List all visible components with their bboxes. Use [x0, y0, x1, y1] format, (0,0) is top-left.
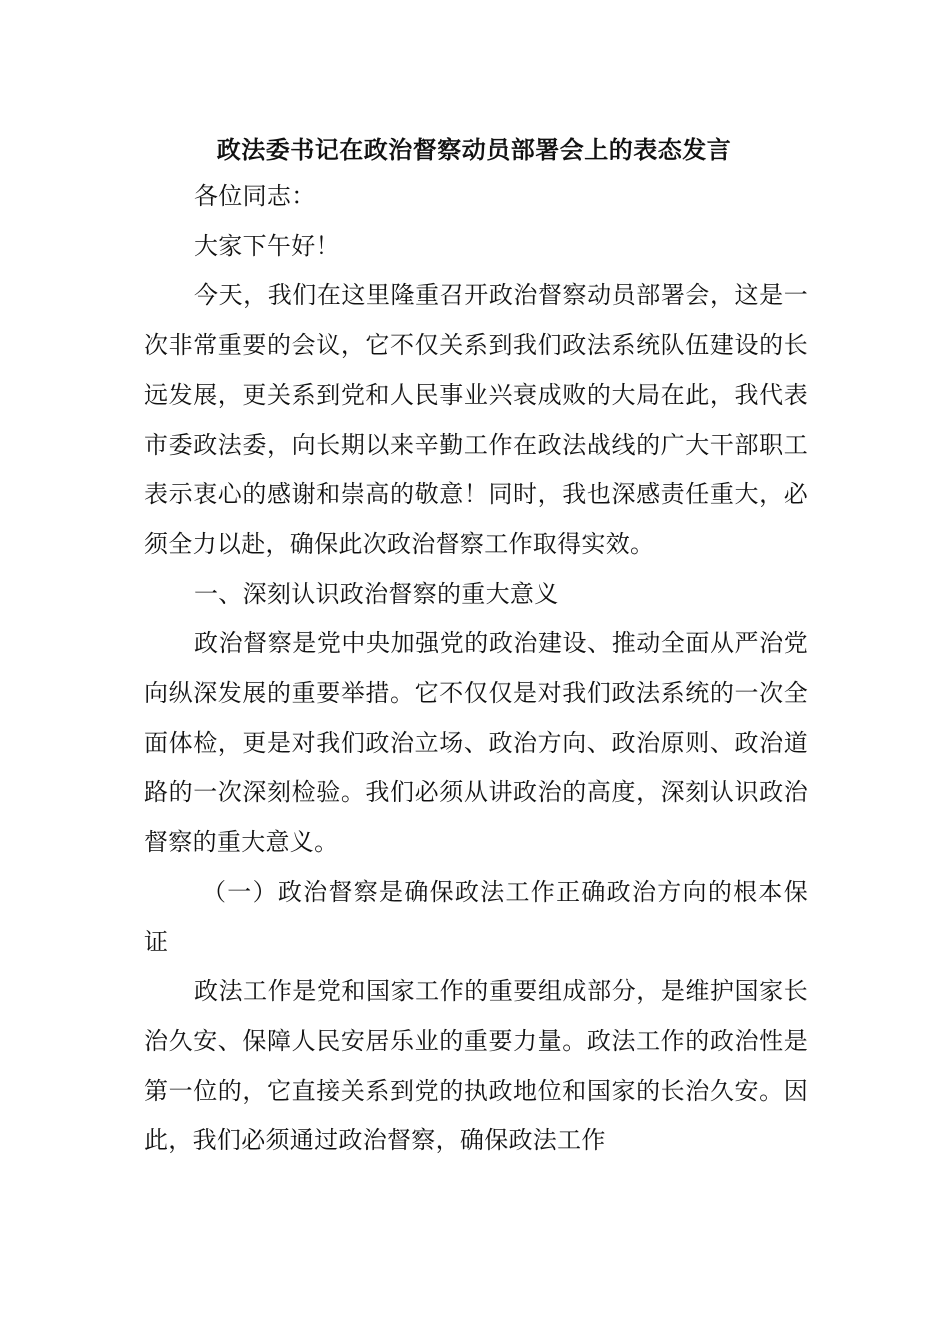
document-body: [144, 130, 808, 1166]
section-heading-1: 一、深刻认识政治督察的重大意义: [194, 579, 559, 608]
paragraph-political-nature: 政法工作是党和国家工作的重要组成部分，是维护国家长治久安、保障人民安居乐业的重要力量。政法工作的政治性是第一位的，它直接关系到党的执政地位和国家的长治久安。因此，我们必须通过政治督察，确保政法工作: [144, 977, 808, 1155]
subsection-heading-1: （一）政治督察是确保政法工作正确政治方向的根本保证: [144, 877, 808, 956]
paragraph-opening: 今天，我们在这里隆重召开政治督察动员部署会，这是一次非常重要的会议，它不仅关系到我们政法系统队伍建设的长远发展，更关系到党和人民事业兴衰成败的大局在此，我代表市委政法委，向长期以来辛勤工作在政法战线的广大干部职工表示衷心的感谢和崇高的敬意！同时，我也深感责任重大，必须全力以赴，确保此次政治督察工作取得实效。: [144, 281, 808, 558]
greeting: 大家下午好！: [194, 231, 340, 260]
document-title: 政法委书记在政治督察动员部署会上的表态发言: [216, 136, 732, 164]
paragraph-significance: 政治督察是党中央加强党的政治建设、推动全面从严治党向纵深发展的重要举措。它不仅仅是对我们政法系统的一次全面体检，更是对我们政治立场、政治方向、政治原则、政治道路的一次深刻检验。我们必须从讲政治的高度，深刻认识政治督察的重大意义。: [144, 629, 808, 857]
salutation: 各位同志：: [194, 182, 316, 210]
